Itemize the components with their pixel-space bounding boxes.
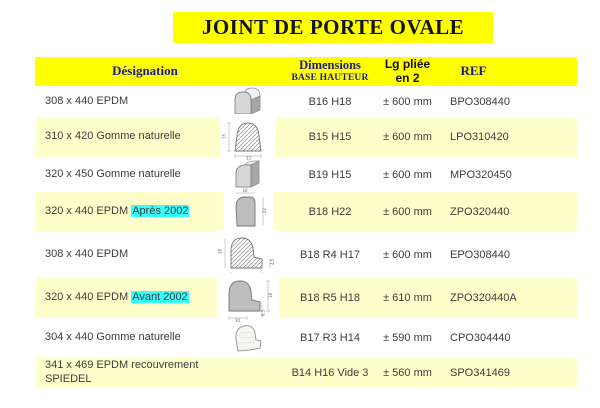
dimensions-value: B18 R4 H17 [300,249,360,261]
table-row [35,278,577,323]
dimensions-value: B16 H18 [308,95,352,108]
profile-icon-cell [210,188,285,236]
designation-cell [35,248,210,262]
designation-cell [35,130,210,144]
lg-pliee-value: ± 600 mm [383,249,432,261]
seal-cross-section-hatched-icon [220,114,276,160]
profile-icon-cell [210,87,285,117]
dimensions-value: B19 H15 [308,168,352,181]
seal-profile-3d-dome-icon [226,87,270,117]
seal-dimensioned-drawing-step-icon [217,273,279,323]
ref-value: CPO304440 [450,332,511,344]
designation-cell [35,168,210,182]
svg-text:6.5: 6.5 [260,309,265,316]
lg-pliee-value: ± 610 mm [383,292,432,304]
ref-value: SPO341469 [450,367,510,379]
dimensions-value: B18 H22 [308,206,352,218]
lg-pliee-value: ± 590 mm [383,332,432,344]
ref-value: LPO310420 [450,131,509,143]
svg-text:22: 22 [261,207,267,213]
designation-text: 310 x 420 Gomme naturelle [45,130,181,143]
lg-pliee-value: ± 560 mm [383,367,432,379]
ref-value: EPO308440 [450,249,510,261]
profile-icon-cell [210,321,285,355]
table-header-row [35,57,577,86]
table-row [35,358,577,388]
lg-pliee-value: ± 600 mm [383,131,432,143]
ref-value: ZPO320440 [450,206,510,218]
highlight-avant-2002: Avant 2002 [132,291,188,304]
seal-profile-3d-rounded-icon [228,160,268,190]
header-designation: Désignation [112,63,178,79]
profile-icon-cell [210,160,285,190]
designation-cell [35,359,210,387]
designation-cell [35,205,210,219]
svg-text:15: 15 [221,133,226,139]
designation-text: 304 x 440 Gomme naturelle [45,331,181,344]
lg-pliee-value: ± 600 mm [383,95,432,108]
designation-text: 308 x 440 EPDM [45,94,129,107]
dimensions-value: B14 H16 Vide 3 [291,367,369,379]
seal-dimensioned-drawing-icon [223,188,273,236]
header-lg-pliee [375,57,440,86]
profile-icon-cell [210,114,285,160]
designation-text: 320 x 450 Gomme naturelle [45,167,181,180]
ref-value: MPO320450 [450,168,512,181]
dimensions-value: B15 H15 [308,131,352,143]
designation-cell [35,95,210,109]
header-dimensions-line2: BASE HAUTEUR [291,73,369,84]
svg-text:10: 10 [234,318,240,323]
designation-text-line2: SPIEDEL [45,373,92,385]
table-row [35,117,577,160]
svg-text:13: 13 [245,155,251,160]
profile-icon-cell [210,273,285,323]
designation-text: 320 x 440 EPDM [45,291,129,304]
table-row [35,86,577,117]
header-lg-line2: en 2 [395,70,420,85]
table-row [35,157,577,192]
page-title: JOINT DE PORTE OVALE [173,12,493,43]
designation-cell [35,331,210,345]
header-ref: REF [460,63,487,79]
highlight-apres-2002: Après 2002 [132,205,189,218]
svg-text:18: 18 [217,248,222,254]
table-row [35,318,577,358]
header-lg-line1: Lg pliée [384,57,431,72]
header-dimensions [285,57,375,86]
ref-value: ZPO320440A [450,292,517,304]
seal-profile-outline-icon [229,321,267,355]
designation-cell [35,291,210,305]
designation-text: 320 x 440 EPDM [45,205,129,218]
products-table [35,57,577,388]
table-row [35,232,577,278]
designation-text: 308 x 440 EPDM [45,248,129,261]
svg-text:4.5: 4.5 [269,258,275,265]
svg-text:18: 18 [242,188,248,193]
lg-pliee-value: ± 600 mm [383,168,432,181]
dimensions-value: B17 R3 H14 [300,332,360,344]
table-row [35,188,577,232]
dimensions-value: B18 R5 H18 [300,292,360,304]
svg-text:18: 18 [267,292,273,298]
lg-pliee-value: ± 600 mm [383,206,432,218]
header-dimensions-line1: Dimensions [299,58,361,73]
designation-text-line1: 341 x 469 EPDM recouvrement [45,359,199,372]
ref-value: BPO308440 [450,95,510,108]
